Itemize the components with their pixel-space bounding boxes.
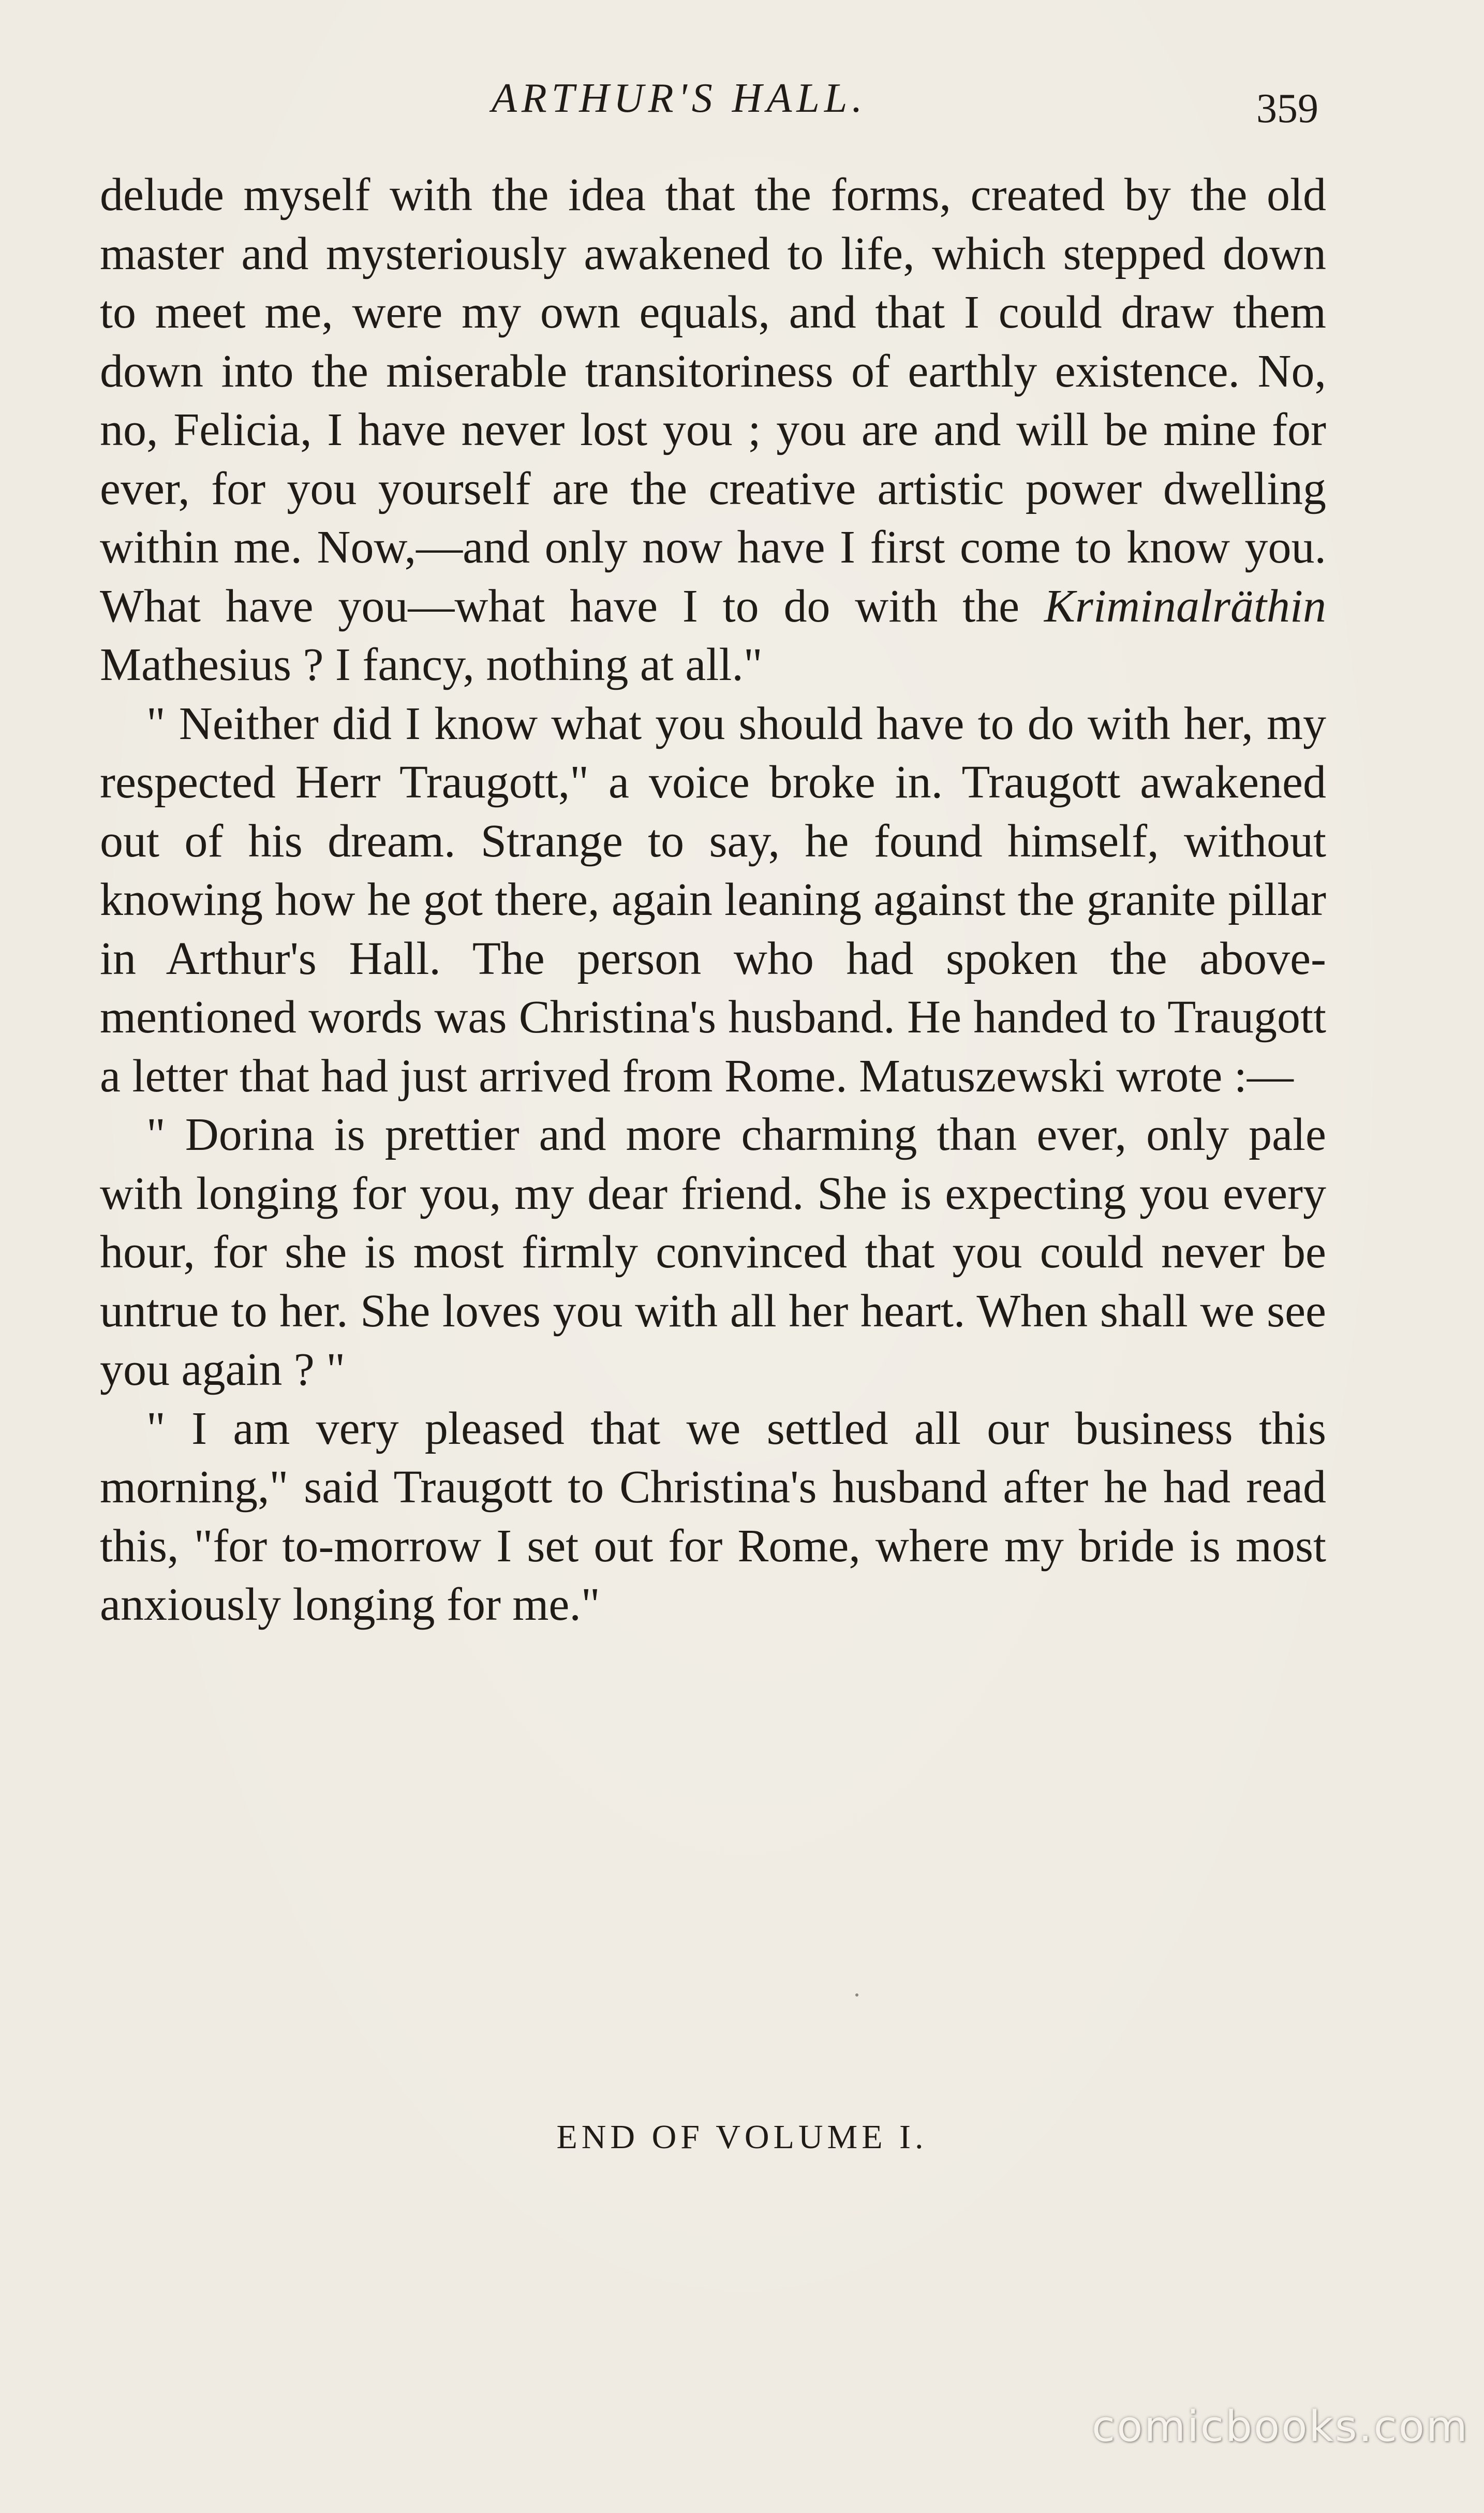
- end-of-volume-note: END OF VOLUME I.: [556, 2118, 928, 2156]
- paragraph-1-italic-term: Kriminalräthin: [1044, 580, 1326, 632]
- watermark-logo: comicbooks.com: [1092, 2402, 1469, 2451]
- body-text: [100, 166, 1326, 1634]
- paragraph-4: " I am very pleased that we settled all our business this morning," said Traugott to Christina's husband after he had read this, "for to-morrow I set out for Rome, where my bride is most anxiously longing for me.": [100, 1402, 1326, 1630]
- running-title: ARTHUR'S HALL.: [492, 76, 867, 121]
- page-number: 359: [1256, 86, 1318, 131]
- paragraph-1-text-b: Mathesius ? I fancy, nothing at all.": [100, 639, 763, 690]
- running-head: [0, 72, 1484, 135]
- stray-dot: [855, 1993, 858, 1997]
- paragraph-3: " Dorina is prettier and more charming than ever, only pale with longing for you, my dear friend. She is expecting you every hour, for she is most firmly convinced that you could never be untrue to her. She loves you with all her heart. When shall we see you again ? ": [100, 1109, 1326, 1395]
- paragraph-1-text-a: delude myself with the idea that the forms, created by the old master and mysteriously awakened to life, which stepped down to meet me, were my own equals, and that I could draw them down into the miserable transitoriness of earthly existence. No, no, Felicia, I have never lost you ; you are and will be mine for ever, for you yourself are the creative artistic power dwelling within me. Now,—and only now have I first come to know you. What have you—what have I to do with the: [100, 169, 1326, 632]
- paragraph-1: [100, 166, 1326, 694]
- paragraph-2: " Neither did I know what you should have to do with her, my respected Herr Traugott," a voice broke in. Traugott awakened out of his dream. Strange to say, he found himself, without knowing how he got there, again leaning against the granite pillar in Arthur's Hall. The person who had spoken the above-mentioned words was Christina's husband. He handed to Traugott a letter that had just arrived from Rome. Matuszewski wrote :—: [100, 698, 1326, 1102]
